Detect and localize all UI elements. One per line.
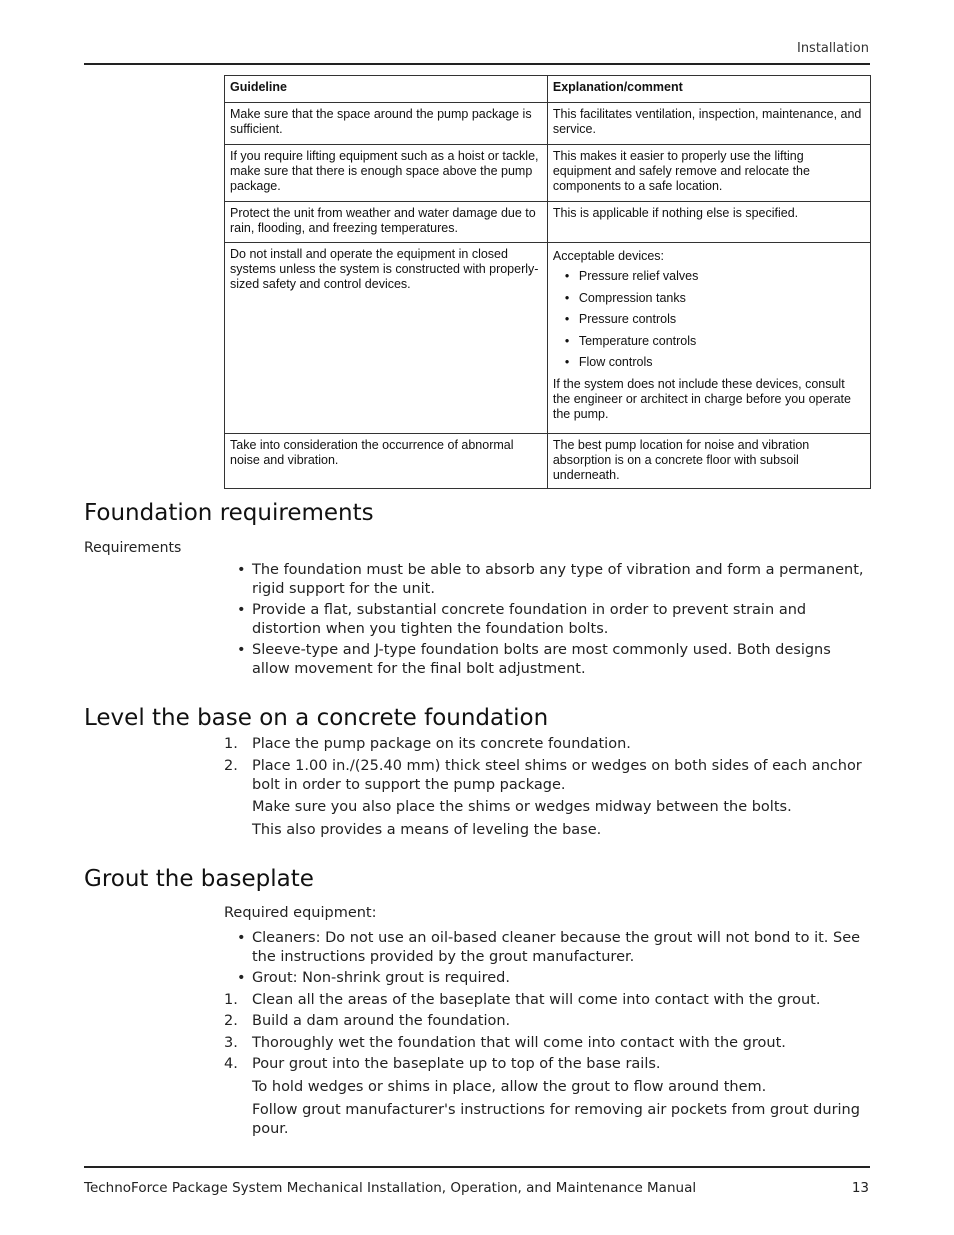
step-note: Follow grout manufacturer's instructions for removing air pockets from grout during pour.: [252, 1102, 860, 1137]
table-cell-guideline: Make sure that the space around the pump package is sufficient.: [225, 103, 548, 145]
bullet-text: The foundation must be able to absorb any type of vibration and form a permanent, rigid support for the unit.: [252, 562, 864, 597]
section-title-level: Level the base on a concrete foundation: [84, 705, 549, 731]
foundation-bullet-list: [236, 561, 866, 681]
table-cell-guideline: Protect the unit from weather and water damage due to rain, flooding, and freezing temperatures.: [225, 202, 548, 243]
table-row: [225, 103, 871, 145]
page-number: 13: [851, 1180, 869, 1196]
table-header-explanation: Explanation/comment: [547, 76, 870, 103]
section-title-grout: Grout the baseplate: [84, 866, 314, 892]
list-item: [236, 561, 866, 599]
bullet-text: Provide a flat, substantial concrete foundation in order to prevent strain and distortion when you tighten the foundation bolts.: [252, 602, 807, 637]
step-item: [224, 757, 864, 795]
list-item: • Flow controls: [553, 355, 865, 371]
step-number: 2.: [224, 1013, 238, 1029]
step-number: 2.: [224, 758, 238, 774]
step-note: This also provides a means of leveling the base.: [252, 822, 602, 838]
guideline-table: [224, 75, 871, 489]
bullet-text: Sleeve-type and J-type foundation bolts are most commonly used. Both designs allow movement for the final bolt adjustment.: [252, 642, 831, 677]
list-item: [236, 929, 866, 967]
bullet-icon: •: [237, 562, 246, 578]
table-row: [225, 202, 871, 243]
bullet-icon: •: [237, 930, 246, 946]
list-item: • Pressure controls: [553, 312, 865, 328]
footer-manual-title: TechnoForce Package System Mechanical Installation, Operation, and Maintenance Manual: [84, 1180, 697, 1196]
table-cell-guideline: If you require lifting equipment such as a hoist or tackle, make sure that there is enough space above the pump package.: [225, 145, 548, 202]
required-equipment-label: Required equipment:: [224, 905, 377, 921]
step-note: To hold wedges or shims in place, allow the grout to flow around them.: [252, 1079, 767, 1095]
bullet-text: Cleaners: Do not use an oil-based cleaner because the grout will not bond to it. See the instructions provided by the grout manufacturer.: [252, 930, 861, 965]
list-item: • Pressure relief valves: [553, 269, 865, 285]
bullet-icon: •: [237, 602, 246, 618]
list-item: • Temperature controls: [553, 334, 865, 350]
step-number: 4.: [224, 1056, 238, 1072]
list-item: • Compression tanks: [553, 291, 865, 307]
step-item: [224, 735, 864, 754]
header-rule: [84, 63, 870, 65]
table-header-row: [225, 76, 871, 103]
table-header-guideline: Guideline: [225, 76, 548, 103]
step-note: Make sure you also place the shims or wedges midway between the bolts.: [252, 799, 792, 815]
table-cell-guideline: Do not install and operate the equipment in closed systems unless the system is constructed with properly-sized safety and control devices.: [225, 243, 548, 434]
requirements-label: Requirements: [84, 540, 182, 556]
table-cell-explanation: This makes it easier to properly use the lifting equipment and safely remove and relocate the components to a safe location.: [547, 145, 870, 202]
table-cell-explanation: This is applicable if nothing else is specified.: [547, 202, 870, 243]
step-item: [224, 1055, 864, 1074]
step-item: [224, 1034, 864, 1053]
acceptable-devices-intro: Acceptable devices:: [552, 249, 665, 263]
step-text: Build a dam around the foundation.: [252, 1013, 511, 1029]
step-number: 1.: [224, 736, 238, 752]
step-text: Thoroughly wet the foundation that will come into contact with the grout.: [252, 1035, 786, 1051]
bullet-text: Grout: Non-shrink grout is required.: [252, 970, 510, 986]
table-cell-guideline: Take into consideration the occurrence of abnormal noise and vibration.: [225, 434, 548, 489]
bullet-icon: •: [237, 970, 246, 986]
step-text: Place 1.00 in./(25.40 mm) thick steel shims or wedges on both sides of each anchor bolt in order to support the pump package.: [252, 758, 862, 793]
devices-note: If the system does not include these devices, consult the engineer or architect in charge before you operate the pump.: [552, 376, 851, 421]
grout-bullet-list: [236, 929, 866, 990]
table-cell-explanation: The best pump location for noise and vibration absorption is on a concrete floor with subsoil underneath.: [547, 434, 870, 489]
table-row: [225, 434, 871, 489]
table-row: [225, 145, 871, 202]
running-header: Installation: [796, 41, 869, 56]
table-cell-explanation: [547, 243, 870, 434]
section-title-foundation: Foundation requirements: [84, 500, 374, 526]
footer-rule: [84, 1166, 870, 1168]
step-text: Clean all the areas of the baseplate that will come into contact with the grout.: [252, 992, 821, 1008]
step-item: [224, 991, 864, 1010]
list-item: [236, 601, 866, 639]
list-item: [236, 969, 866, 988]
bullet-icon: •: [237, 642, 246, 658]
step-item: [224, 1012, 864, 1031]
table-row: [225, 243, 871, 434]
step-number: 1.: [224, 992, 238, 1008]
acceptable-devices-list: [553, 269, 865, 371]
step-number: 3.: [224, 1035, 238, 1051]
list-item: [236, 641, 866, 679]
step-text: Pour grout into the baseplate up to top of the base rails.: [252, 1056, 661, 1072]
table-cell-explanation: This facilitates ventilation, inspection, maintenance, and service.: [547, 103, 870, 145]
step-text: Place the pump package on its concrete foundation.: [252, 736, 631, 752]
